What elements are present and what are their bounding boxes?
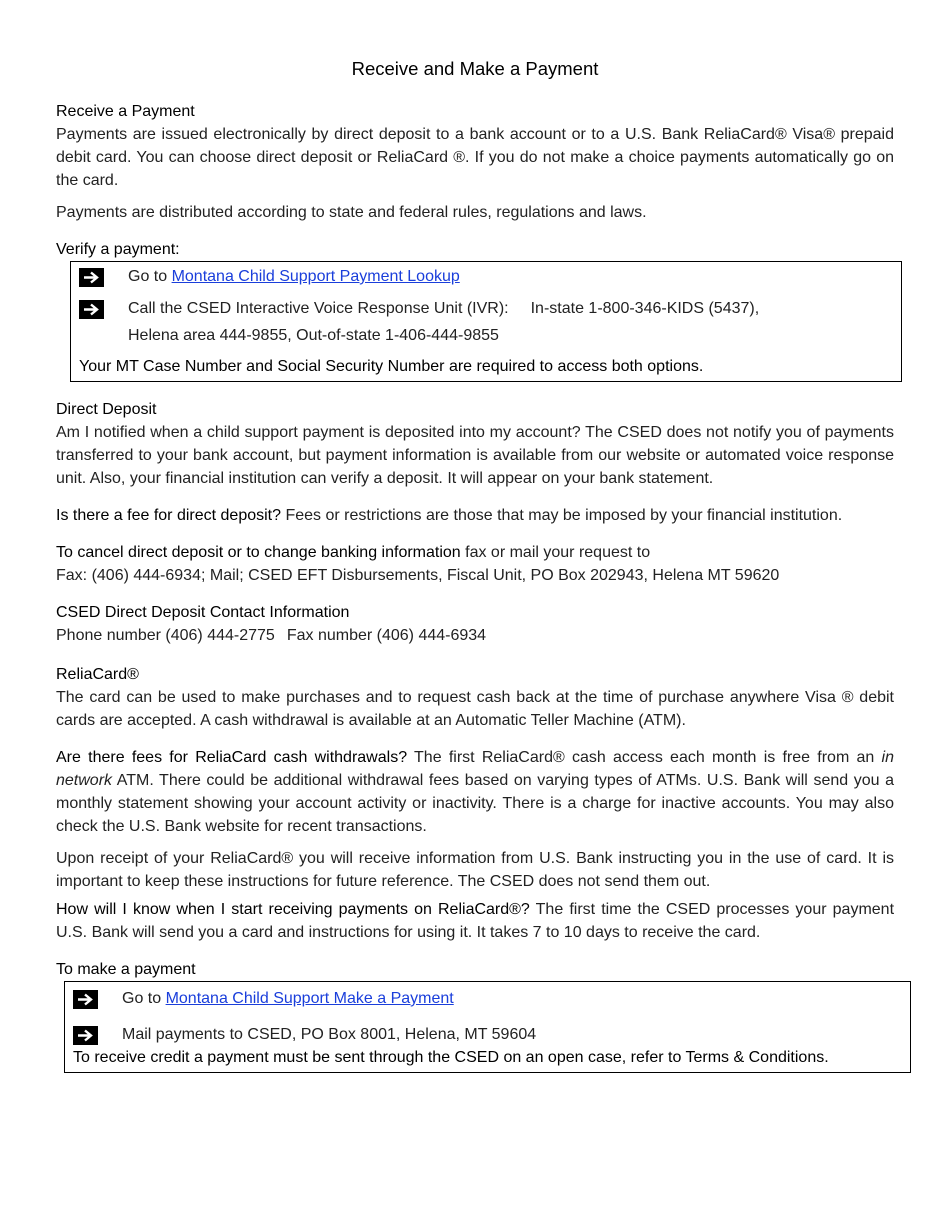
contact-line <box>56 624 894 647</box>
receive-heading: Receive a Payment <box>56 103 195 120</box>
distribution-paragraph: Payments are distributed according to state and federal rules, regulations and laws. <box>56 204 647 221</box>
arrow-right-icon <box>73 1026 98 1045</box>
fee-answer: Fees or restrictions are those that may be imposed by your financial institution. <box>281 507 843 524</box>
contact-heading: CSED Direct Deposit Contact Information <box>56 604 350 621</box>
fee-question: Is there a fee for direct deposit? <box>56 507 282 524</box>
direct-deposit-fee-paragraph <box>56 504 894 527</box>
cancel-question: To cancel direct deposit or to change banking information <box>56 544 461 561</box>
verify-item-prefix: Go to <box>128 268 172 285</box>
reliacard-heading: ReliaCard® <box>56 666 139 683</box>
verify-requirement-note: Your MT Case Number and Social Security Number are required to access both options. <box>79 358 704 375</box>
direct-deposit-heading: Direct Deposit <box>56 401 157 418</box>
ivr-instate-number: In-state 1-800-346-KIDS (5437), <box>530 300 760 317</box>
make-payment-note: To receive credit a payment must be sent through the CSED on an open case, refer to Terms & Conditions. <box>73 1049 829 1066</box>
payment-lookup-link[interactable]: Montana Child Support Payment Lookup <box>171 268 460 285</box>
contact-fax: Fax number (406) 444-6934 <box>286 627 487 644</box>
fees-answer-2: ATM. There could be additional withdrawal fees based on varying types of ATMs. U.S. Bank will send you a monthly statement showing your account activity or inactivity. There is a charge for inactive accounts. You may also check the U.S. Bank website for recent transactions. <box>56 772 894 835</box>
contact-phone: Phone number (406) 444-2775 <box>56 627 275 644</box>
fees-answer-em: in network <box>56 749 894 789</box>
ivr-text: Call the CSED Interactive Voice Response Unit (IVR): <box>128 300 509 317</box>
start-answer: The first time the CSED processes your payment U.S. Bank will send you a card and instructions for using it. It takes 7 to 10 days to receive the card. <box>56 901 895 941</box>
cancel-answer: fax or mail your request to <box>460 544 651 561</box>
cancel-contact-line: Fax: (406) 444-6934; Mail; CSED EFT Disbursements, Fiscal Unit, PO Box 202943, Helena MT 59620 <box>56 567 780 584</box>
fees-question: Are there fees for ReliaCard cash withdrawals? <box>56 749 408 766</box>
make-payment-box <box>64 981 911 1073</box>
make-payment-link[interactable]: Montana Child Support Make a Payment <box>165 990 454 1007</box>
make-item-online <box>73 987 902 1010</box>
make-item-mail <box>73 1023 902 1046</box>
document-page <box>56 56 894 1073</box>
verify-item-ivr <box>79 297 893 320</box>
page-title: Receive and Make a Payment <box>351 58 599 79</box>
mail-payment-text: Mail payments to CSED, PO Box 8001, Helena, MT 59604 <box>122 1026 537 1043</box>
arrow-right-icon <box>79 268 104 287</box>
start-question: How will I know when I start receiving payments on ReliaCard®? <box>56 901 530 918</box>
verify-item-lookup <box>79 265 893 288</box>
reliacard-paragraph: The card can be used to make purchases and to request cash back at the time of purchase anywhere Visa ® debit cards are accepted. A cash withdrawal is available at an Automatic Teller Machine (ATM). <box>56 689 894 729</box>
arrow-right-icon <box>73 990 98 1009</box>
reliacard-fees-paragraph <box>56 746 894 838</box>
verify-box <box>70 261 902 382</box>
arrow-right-icon <box>79 300 104 319</box>
make-payment-heading: To make a payment <box>56 961 196 978</box>
make-item-prefix: Go to <box>122 990 166 1007</box>
reliacard-start-paragraph <box>56 898 894 944</box>
reliacard-receipt-paragraph: Upon receipt of your ReliaCard® you will receive information from U.S. Bank instructing you in the use of card. It is important to keep these instructions for future reference. The CSED does not send them out. <box>56 850 894 890</box>
verify-heading: Verify a payment: <box>56 241 180 258</box>
ivr-other-numbers: Helena area 444-9855, Out-of-state 1-406-444-9855 <box>128 327 499 344</box>
receive-paragraph: Payments are issued electronically by direct deposit to a bank account or to a U.S. Bank ReliaCard® Visa® prepaid debit card. You can choose direct deposit or ReliaCard ®. If you do not make a choice payments automatically go on the card. <box>56 126 894 189</box>
cancel-paragraph <box>56 541 894 564</box>
direct-deposit-paragraph: Am I notified when a child support payment is deposited into my account? The CSED does not notify you of payments transferred to your bank account, but payment information is available from our website or automated voice response unit. Also, your financial institution can verify a deposit. It will appear on your bank statement. <box>56 424 894 487</box>
fees-answer-1: The first ReliaCard® cash access each month is free from an <box>407 749 882 766</box>
